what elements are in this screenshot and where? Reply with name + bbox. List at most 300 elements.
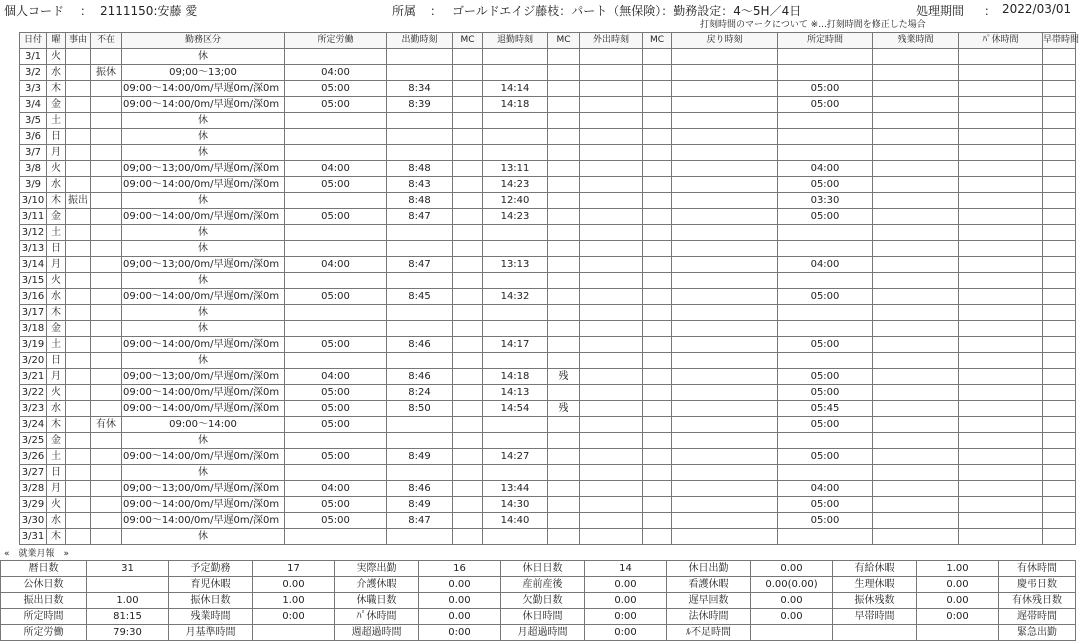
cell-overtime bbox=[873, 449, 959, 465]
cell-mc bbox=[643, 177, 672, 193]
cell-date: 3/2 bbox=[20, 65, 47, 81]
summary-label: 法休時間 bbox=[667, 609, 751, 625]
cell-absence bbox=[91, 369, 122, 385]
cell-clock-out: 14:54 bbox=[483, 401, 548, 417]
summary-value: 16 bbox=[419, 561, 501, 577]
cell-mc bbox=[548, 161, 580, 177]
cell-reason bbox=[66, 353, 91, 369]
cell-overtime bbox=[873, 321, 959, 337]
table-row[interactable] bbox=[20, 417, 1076, 433]
cell-out-time bbox=[580, 225, 643, 241]
cell-mc bbox=[548, 81, 580, 97]
cell-clock-in: 8:46 bbox=[387, 337, 453, 353]
cell-overtime bbox=[873, 481, 959, 497]
cell-work-type: 09;00～13;00/0m/早遅0m/深0m bbox=[122, 161, 285, 177]
cell-weekday: 土 bbox=[47, 337, 66, 353]
cell-scheduled-hours: 05:00 bbox=[778, 385, 873, 401]
cell-out-time bbox=[580, 97, 643, 113]
code-value: 2111150:安藤 愛 bbox=[100, 4, 198, 18]
col-header-scheduled-work: 所定労働 bbox=[285, 33, 387, 49]
cell-date: 3/5 bbox=[20, 113, 47, 129]
col-header-part-leave: ﾊﾟ休時間 bbox=[959, 33, 1043, 49]
cell-overtime bbox=[873, 97, 959, 113]
cell-mc bbox=[453, 273, 483, 289]
cell-absence bbox=[91, 305, 122, 321]
table-row[interactable] bbox=[20, 49, 1076, 65]
cell-mc bbox=[548, 497, 580, 513]
cell-mc bbox=[453, 337, 483, 353]
cell-out-time bbox=[580, 145, 643, 161]
cell-mc bbox=[453, 321, 483, 337]
cell-scheduled-work bbox=[285, 273, 387, 289]
table-row[interactable] bbox=[20, 449, 1076, 465]
cell-clock-in bbox=[387, 529, 453, 545]
cell-scheduled-hours bbox=[778, 145, 873, 161]
cell-weekday: 水 bbox=[47, 65, 66, 81]
summary-label: 看護休暇 bbox=[667, 577, 751, 593]
cell-early-leave bbox=[1043, 49, 1076, 65]
cell-absence bbox=[91, 161, 122, 177]
table-row[interactable] bbox=[20, 225, 1076, 241]
cell-early-leave bbox=[1043, 209, 1076, 225]
col-header-return-time: 戻り時刻 bbox=[672, 33, 778, 49]
cell-mc bbox=[643, 241, 672, 257]
cell-clock-in: 8:45 bbox=[387, 289, 453, 305]
cell-return-time bbox=[672, 417, 778, 433]
cell-clock-in: 8:50 bbox=[387, 401, 453, 417]
summary-value: 17 bbox=[253, 561, 335, 577]
cell-weekday: 木 bbox=[47, 81, 66, 97]
cell-mc bbox=[643, 257, 672, 273]
cell-overtime bbox=[873, 145, 959, 161]
cell-overtime bbox=[873, 289, 959, 305]
table-row[interactable] bbox=[20, 129, 1076, 145]
cell-weekday: 土 bbox=[47, 113, 66, 129]
table-row[interactable] bbox=[20, 305, 1076, 321]
summary-value: 0.00 bbox=[419, 593, 501, 609]
cell-reason bbox=[66, 177, 91, 193]
cell-clock-out bbox=[483, 113, 548, 129]
cell-out-time bbox=[580, 193, 643, 209]
table-row[interactable] bbox=[20, 145, 1076, 161]
cell-weekday: 水 bbox=[47, 177, 66, 193]
table-row[interactable] bbox=[20, 513, 1076, 529]
col-header-overtime: 残業時間 bbox=[873, 33, 959, 49]
table-row[interactable] bbox=[20, 433, 1076, 449]
summary-label: 残業時間 bbox=[169, 609, 253, 625]
cell-reason bbox=[66, 49, 91, 65]
cell-early-leave bbox=[1043, 481, 1076, 497]
summary-value bbox=[253, 625, 335, 641]
cell-weekday: 木 bbox=[47, 305, 66, 321]
col-header-work-type: 勤務区分 bbox=[122, 33, 285, 49]
cell-mc bbox=[453, 449, 483, 465]
cell-clock-in bbox=[387, 129, 453, 145]
cell-clock-out bbox=[483, 529, 548, 545]
cell-out-time bbox=[580, 129, 643, 145]
cell-mc bbox=[643, 449, 672, 465]
cell-clock-out: 14:30 bbox=[483, 497, 548, 513]
table-row[interactable] bbox=[20, 465, 1076, 481]
cell-scheduled-work: 05:00 bbox=[285, 209, 387, 225]
cell-clock-in: 8:24 bbox=[387, 385, 453, 401]
cell-clock-in bbox=[387, 273, 453, 289]
table-row[interactable] bbox=[20, 209, 1076, 225]
cell-scheduled-hours: 04:00 bbox=[778, 257, 873, 273]
cell-scheduled-work: 05:00 bbox=[285, 385, 387, 401]
cell-scheduled-hours: 05:00 bbox=[778, 177, 873, 193]
table-row[interactable] bbox=[20, 113, 1076, 129]
cell-scheduled-work bbox=[285, 193, 387, 209]
cell-return-time bbox=[672, 225, 778, 241]
cell-scheduled-hours: 05:00 bbox=[778, 289, 873, 305]
cell-overtime bbox=[873, 209, 959, 225]
cell-mc bbox=[453, 177, 483, 193]
table-row[interactable] bbox=[20, 177, 1076, 193]
cell-return-time bbox=[672, 241, 778, 257]
cell-out-time bbox=[580, 385, 643, 401]
cell-part-leave bbox=[959, 225, 1043, 241]
cell-return-time bbox=[672, 113, 778, 129]
cell-reason bbox=[66, 305, 91, 321]
cell-clock-in bbox=[387, 417, 453, 433]
cell-mc bbox=[453, 417, 483, 433]
cell-absence bbox=[91, 209, 122, 225]
cell-scheduled-work: 04:00 bbox=[285, 257, 387, 273]
cell-out-time bbox=[580, 353, 643, 369]
cell-scheduled-hours: 05:45 bbox=[778, 401, 873, 417]
cell-scheduled-hours bbox=[778, 305, 873, 321]
cell-mc bbox=[453, 513, 483, 529]
cell-weekday: 火 bbox=[47, 497, 66, 513]
cell-clock-in bbox=[387, 305, 453, 321]
table-row[interactable] bbox=[20, 273, 1076, 289]
cell-scheduled-work: 05:00 bbox=[285, 417, 387, 433]
cell-scheduled-hours: 05:00 bbox=[778, 369, 873, 385]
table-row[interactable] bbox=[20, 369, 1076, 385]
cell-part-leave bbox=[959, 241, 1043, 257]
cell-mc bbox=[548, 273, 580, 289]
cell-absence bbox=[91, 497, 122, 513]
cell-overtime bbox=[873, 529, 959, 545]
cell-weekday: 水 bbox=[47, 513, 66, 529]
cell-date: 3/23 bbox=[20, 401, 47, 417]
cell-scheduled-hours: 05:00 bbox=[778, 513, 873, 529]
summary-label: 早帯時間 bbox=[833, 609, 917, 625]
cell-reason bbox=[66, 465, 91, 481]
cell-overtime bbox=[873, 369, 959, 385]
cell-date: 3/21 bbox=[20, 369, 47, 385]
summary-label: 育児休暇 bbox=[169, 577, 253, 593]
cell-clock-out: 14:17 bbox=[483, 337, 548, 353]
summary-row bbox=[1, 609, 1076, 625]
cell-part-leave bbox=[959, 161, 1043, 177]
cell-reason bbox=[66, 65, 91, 81]
cell-scheduled-work: 04:00 bbox=[285, 369, 387, 385]
cell-date: 3/3 bbox=[20, 81, 47, 97]
cell-clock-in: 8:47 bbox=[387, 209, 453, 225]
cell-date: 3/8 bbox=[20, 161, 47, 177]
summary-label: 欠勤日数 bbox=[501, 593, 585, 609]
cell-mc bbox=[453, 81, 483, 97]
cell-mc bbox=[643, 513, 672, 529]
summary-label: 有休残日数 bbox=[999, 593, 1076, 609]
cell-return-time bbox=[672, 209, 778, 225]
cell-clock-out bbox=[483, 129, 548, 145]
table-row[interactable] bbox=[20, 385, 1076, 401]
cell-clock-in bbox=[387, 225, 453, 241]
cell-mc: 残 bbox=[548, 401, 580, 417]
table-row[interactable] bbox=[20, 97, 1076, 113]
cell-date: 3/18 bbox=[20, 321, 47, 337]
cell-early-leave bbox=[1043, 257, 1076, 273]
cell-part-leave bbox=[959, 337, 1043, 353]
cell-work-type: 休 bbox=[122, 529, 285, 545]
cell-date: 3/19 bbox=[20, 337, 47, 353]
cell-mc bbox=[453, 193, 483, 209]
col-header-weekday: 曜 bbox=[47, 33, 66, 49]
cell-clock-in bbox=[387, 321, 453, 337]
cell-absence bbox=[91, 401, 122, 417]
cell-mc bbox=[453, 145, 483, 161]
cell-overtime bbox=[873, 465, 959, 481]
cell-date: 3/4 bbox=[20, 97, 47, 113]
table-row[interactable] bbox=[20, 257, 1076, 273]
cell-absence bbox=[91, 49, 122, 65]
table-row[interactable] bbox=[20, 241, 1076, 257]
cell-overtime bbox=[873, 225, 959, 241]
cell-mc bbox=[453, 353, 483, 369]
cell-clock-out: 14:32 bbox=[483, 289, 548, 305]
cell-reason bbox=[66, 257, 91, 273]
cell-mc bbox=[548, 465, 580, 481]
cell-mc bbox=[643, 385, 672, 401]
cell-overtime bbox=[873, 65, 959, 81]
cell-return-time bbox=[672, 257, 778, 273]
cell-scheduled-hours: 05:00 bbox=[778, 97, 873, 113]
cell-scheduled-hours: 05:00 bbox=[778, 81, 873, 97]
cell-out-time bbox=[580, 497, 643, 513]
summary-value: 0.00 bbox=[585, 577, 667, 593]
cell-mc bbox=[453, 241, 483, 257]
cell-weekday: 月 bbox=[47, 257, 66, 273]
col-header-scheduled-hours: 所定時間 bbox=[778, 33, 873, 49]
cell-return-time bbox=[672, 465, 778, 481]
cell-overtime bbox=[873, 433, 959, 449]
cell-weekday: 木 bbox=[47, 529, 66, 545]
cell-clock-in: 8:47 bbox=[387, 257, 453, 273]
cell-scheduled-work: 05:00 bbox=[285, 97, 387, 113]
cell-scheduled-work bbox=[285, 353, 387, 369]
cell-work-type: 休 bbox=[122, 241, 285, 257]
cell-date: 3/30 bbox=[20, 513, 47, 529]
cell-return-time bbox=[672, 97, 778, 113]
cell-mc: 残 bbox=[548, 369, 580, 385]
cell-return-time bbox=[672, 513, 778, 529]
cell-weekday: 水 bbox=[47, 289, 66, 305]
summary-value: 1.00 bbox=[87, 593, 169, 609]
cell-work-type: 休 bbox=[122, 113, 285, 129]
cell-overtime bbox=[873, 129, 959, 145]
cell-scheduled-hours bbox=[778, 465, 873, 481]
cell-weekday: 土 bbox=[47, 449, 66, 465]
cell-out-time bbox=[580, 113, 643, 129]
cell-early-leave bbox=[1043, 225, 1076, 241]
cell-mc bbox=[453, 401, 483, 417]
table-row[interactable] bbox=[20, 161, 1076, 177]
cell-clock-out: 14:13 bbox=[483, 385, 548, 401]
cell-work-type: 休 bbox=[122, 273, 285, 289]
cell-clock-out: 14:40 bbox=[483, 513, 548, 529]
cell-absence bbox=[91, 529, 122, 545]
cell-overtime bbox=[873, 161, 959, 177]
col-header-mc: MC bbox=[643, 33, 672, 49]
cell-part-leave bbox=[959, 97, 1043, 113]
summary-label: 遅早回数 bbox=[667, 593, 751, 609]
summary-label: 月基準時間 bbox=[169, 625, 253, 641]
cell-scheduled-hours bbox=[778, 433, 873, 449]
cell-return-time bbox=[672, 449, 778, 465]
cell-weekday: 火 bbox=[47, 161, 66, 177]
cell-clock-in: 8:48 bbox=[387, 161, 453, 177]
cell-clock-out bbox=[483, 433, 548, 449]
cell-work-type: 休 bbox=[122, 353, 285, 369]
cell-out-time bbox=[580, 49, 643, 65]
cell-mc bbox=[548, 257, 580, 273]
cell-absence bbox=[91, 145, 122, 161]
cell-work-type: 09:00～14:00/0m/早遅0m/深0m bbox=[122, 401, 285, 417]
cell-mc bbox=[643, 465, 672, 481]
cell-scheduled-hours: 03:30 bbox=[778, 193, 873, 209]
cell-mc bbox=[643, 209, 672, 225]
dept-label: 所属 bbox=[392, 4, 417, 18]
cell-reason bbox=[66, 241, 91, 257]
cell-absence bbox=[91, 289, 122, 305]
cell-clock-out bbox=[483, 465, 548, 481]
summary-label: ﾊﾟ休時間 bbox=[335, 609, 419, 625]
cell-scheduled-hours: 04:00 bbox=[778, 481, 873, 497]
cell-part-leave bbox=[959, 369, 1043, 385]
cell-reason bbox=[66, 497, 91, 513]
cell-scheduled-work bbox=[285, 465, 387, 481]
cell-mc bbox=[453, 225, 483, 241]
cell-absence bbox=[91, 225, 122, 241]
col-header-absence: 不在 bbox=[91, 33, 122, 49]
cell-mc bbox=[548, 49, 580, 65]
cell-clock-out: 14:23 bbox=[483, 177, 548, 193]
summary-value: 79:30 bbox=[87, 625, 169, 641]
cell-weekday: 土 bbox=[47, 225, 66, 241]
summary-value: 81:15 bbox=[87, 609, 169, 625]
cell-part-leave bbox=[959, 273, 1043, 289]
cell-early-leave bbox=[1043, 113, 1076, 129]
cell-part-leave bbox=[959, 353, 1043, 369]
cell-date: 3/31 bbox=[20, 529, 47, 545]
cell-scheduled-work bbox=[285, 145, 387, 161]
table-row[interactable] bbox=[20, 353, 1076, 369]
table-row[interactable] bbox=[20, 497, 1076, 513]
summary-label: 公休日数 bbox=[1, 577, 87, 593]
cell-clock-in: 8:49 bbox=[387, 449, 453, 465]
summary-label: 生理休暇 bbox=[833, 577, 917, 593]
cell-early-leave bbox=[1043, 433, 1076, 449]
cell-return-time bbox=[672, 177, 778, 193]
cell-absence bbox=[91, 353, 122, 369]
cell-clock-in: 8:47 bbox=[387, 513, 453, 529]
cell-mc bbox=[548, 321, 580, 337]
cell-return-time bbox=[672, 353, 778, 369]
table-row[interactable] bbox=[20, 193, 1076, 209]
summary-row bbox=[1, 593, 1076, 609]
cell-clock-out: 13:11 bbox=[483, 161, 548, 177]
cell-early-leave bbox=[1043, 401, 1076, 417]
table-row[interactable] bbox=[20, 321, 1076, 337]
cell-work-type: 09:00～14:00/0m/早遅0m/深0m bbox=[122, 449, 285, 465]
table-row[interactable] bbox=[20, 337, 1076, 353]
cell-mc bbox=[453, 529, 483, 545]
cell-weekday: 月 bbox=[47, 481, 66, 497]
cell-early-leave bbox=[1043, 305, 1076, 321]
table-row[interactable] bbox=[20, 289, 1076, 305]
cell-reason bbox=[66, 81, 91, 97]
cell-mc bbox=[453, 369, 483, 385]
cell-mc bbox=[643, 225, 672, 241]
cell-return-time bbox=[672, 433, 778, 449]
cell-work-type: 09:00～14:00/0m/早遅0m/深0m bbox=[122, 337, 285, 353]
cell-weekday: 日 bbox=[47, 465, 66, 481]
cell-mc bbox=[453, 257, 483, 273]
cell-absence bbox=[91, 81, 122, 97]
cell-overtime bbox=[873, 113, 959, 129]
summary-label: 慶弔日数 bbox=[999, 577, 1076, 593]
summary-value bbox=[751, 625, 833, 641]
table-row[interactable] bbox=[20, 481, 1076, 497]
cell-date: 3/16 bbox=[20, 289, 47, 305]
cell-clock-out bbox=[483, 305, 548, 321]
table-row[interactable] bbox=[20, 81, 1076, 97]
header-bar bbox=[0, 0, 1075, 18]
summary-value: 0:00 bbox=[253, 609, 335, 625]
col-header-date: 日付 bbox=[20, 33, 47, 49]
table-row[interactable] bbox=[20, 529, 1076, 545]
cell-reason bbox=[66, 161, 91, 177]
cell-return-time bbox=[672, 65, 778, 81]
cell-clock-in bbox=[387, 465, 453, 481]
table-row[interactable] bbox=[20, 65, 1076, 81]
cell-clock-out: 12:40 bbox=[483, 193, 548, 209]
cell-clock-out bbox=[483, 145, 548, 161]
cell-out-time bbox=[580, 65, 643, 81]
cell-clock-in: 8:43 bbox=[387, 177, 453, 193]
cell-clock-in bbox=[387, 145, 453, 161]
col-header-early-leave: 早帯時間 bbox=[1043, 33, 1076, 49]
cell-weekday: 火 bbox=[47, 273, 66, 289]
cell-reason bbox=[66, 481, 91, 497]
table-row[interactable] bbox=[20, 401, 1076, 417]
cell-mc bbox=[453, 289, 483, 305]
cell-reason bbox=[66, 225, 91, 241]
cell-overtime bbox=[873, 497, 959, 513]
cell-part-leave bbox=[959, 193, 1043, 209]
cell-mc bbox=[453, 481, 483, 497]
cell-scheduled-hours bbox=[778, 225, 873, 241]
cell-mc bbox=[643, 321, 672, 337]
cell-clock-out: 14:27 bbox=[483, 449, 548, 465]
summary-label: 介護休暇 bbox=[335, 577, 419, 593]
summary-label: ﾙ不足時間 bbox=[667, 625, 751, 641]
code-label: 個人コード bbox=[4, 4, 65, 18]
cell-mc bbox=[643, 273, 672, 289]
